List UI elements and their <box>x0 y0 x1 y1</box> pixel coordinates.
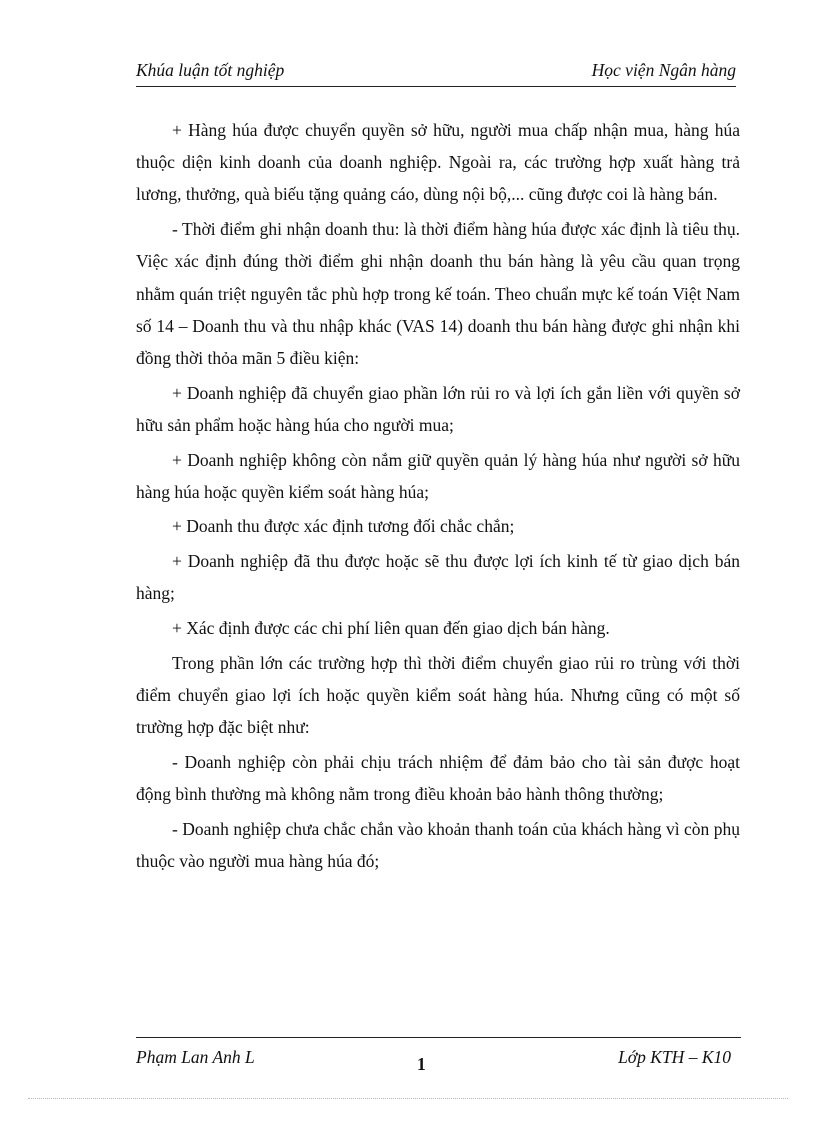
paragraph: + Doanh nghiệp không còn nắm giữ quyền quản lý hàng húa như người sở hữu hàng húa hoặc quyền kiểm soát hàng húa; <box>136 449 740 502</box>
paragraph: + Doanh nghiệp đã chuyển giao phần lớn rủi ro và lợi ích gắn liền với quyền sở hữu sản phẩm hoặc hàng húa cho người mua; <box>136 382 740 435</box>
body-text <box>136 114 740 880</box>
page-number: 1 <box>417 1054 426 1074</box>
paragraph: + Hàng húa được chuyển quyền sở hữu, người mua chấp nhận mua, hàng húa thuộc diện kinh doanh của doanh nghiệp. Ngoài ra, các trường hợp xuất hàng trả lương, thưởng, quà biếu tặng quảng cáo, dùng nội bộ,... cũng được coi là hàng bán. <box>136 120 740 205</box>
paragraph: - Doanh nghiệp chưa chắc chắn vào khoản thanh toán của khách hàng vì còn phụ thuộc vào người mua hàng húa đó; <box>136 818 740 871</box>
footer-divider <box>136 1037 741 1038</box>
paragraph: Trong phần lớn các trường hợp thì thời điểm chuyển giao rủi ro trùng với thời điểm chuyển giao lợi ích hoặc quyền kiểm soát hàng húa. Nhưng cũng có một số trường hợp đặc biệt như: <box>136 652 740 738</box>
paragraph: + Xác định được các chi phí liên quan đến giao dịch bán hàng. <box>172 618 610 639</box>
paragraph: + Doanh nghiệp đã thu được hoặc sẽ thu được lợi ích kinh tế từ giao dịch bán hàng; <box>136 551 740 604</box>
footer-author: Phạm Lan Anh L <box>136 1047 255 1067</box>
paragraph: - Doanh nghiệp còn phải chịu trách nhiệm để đảm bảo cho tài sản được hoạt động bình thường mà không nằm trong điều khoản bảo hành thông thường; <box>136 751 740 805</box>
header-thesis-label: Khúa luận tốt nghiệp <box>136 60 285 80</box>
paragraph: - Thời điểm ghi nhận doanh thu: là thời điểm hàng húa được xác định là tiêu thụ. Việc xác định đúng thời điểm ghi nhận doanh thu bán hàng là yêu cầu quan trọng nhằm quán triệt nguyên tắc phù hợp trong kế toán. Theo chuẩn mực kế toán Việt Nam số 14 – Doanh thu và thu nhập khác (VAS 14) doanh thu bán hàng được ghi nhận khi đồng thời thỏa mãn 5 điều kiện: <box>136 219 740 368</box>
header-institution-label: Học viện Ngân hàng <box>591 60 736 80</box>
footer-class: Lớp KTH – K10 <box>618 1047 731 1067</box>
paragraph: + Doanh thu được xác định tương đối chắc chắn; <box>172 516 515 537</box>
page-header <box>136 58 736 87</box>
page-bottom-dotted-border <box>28 1098 788 1099</box>
